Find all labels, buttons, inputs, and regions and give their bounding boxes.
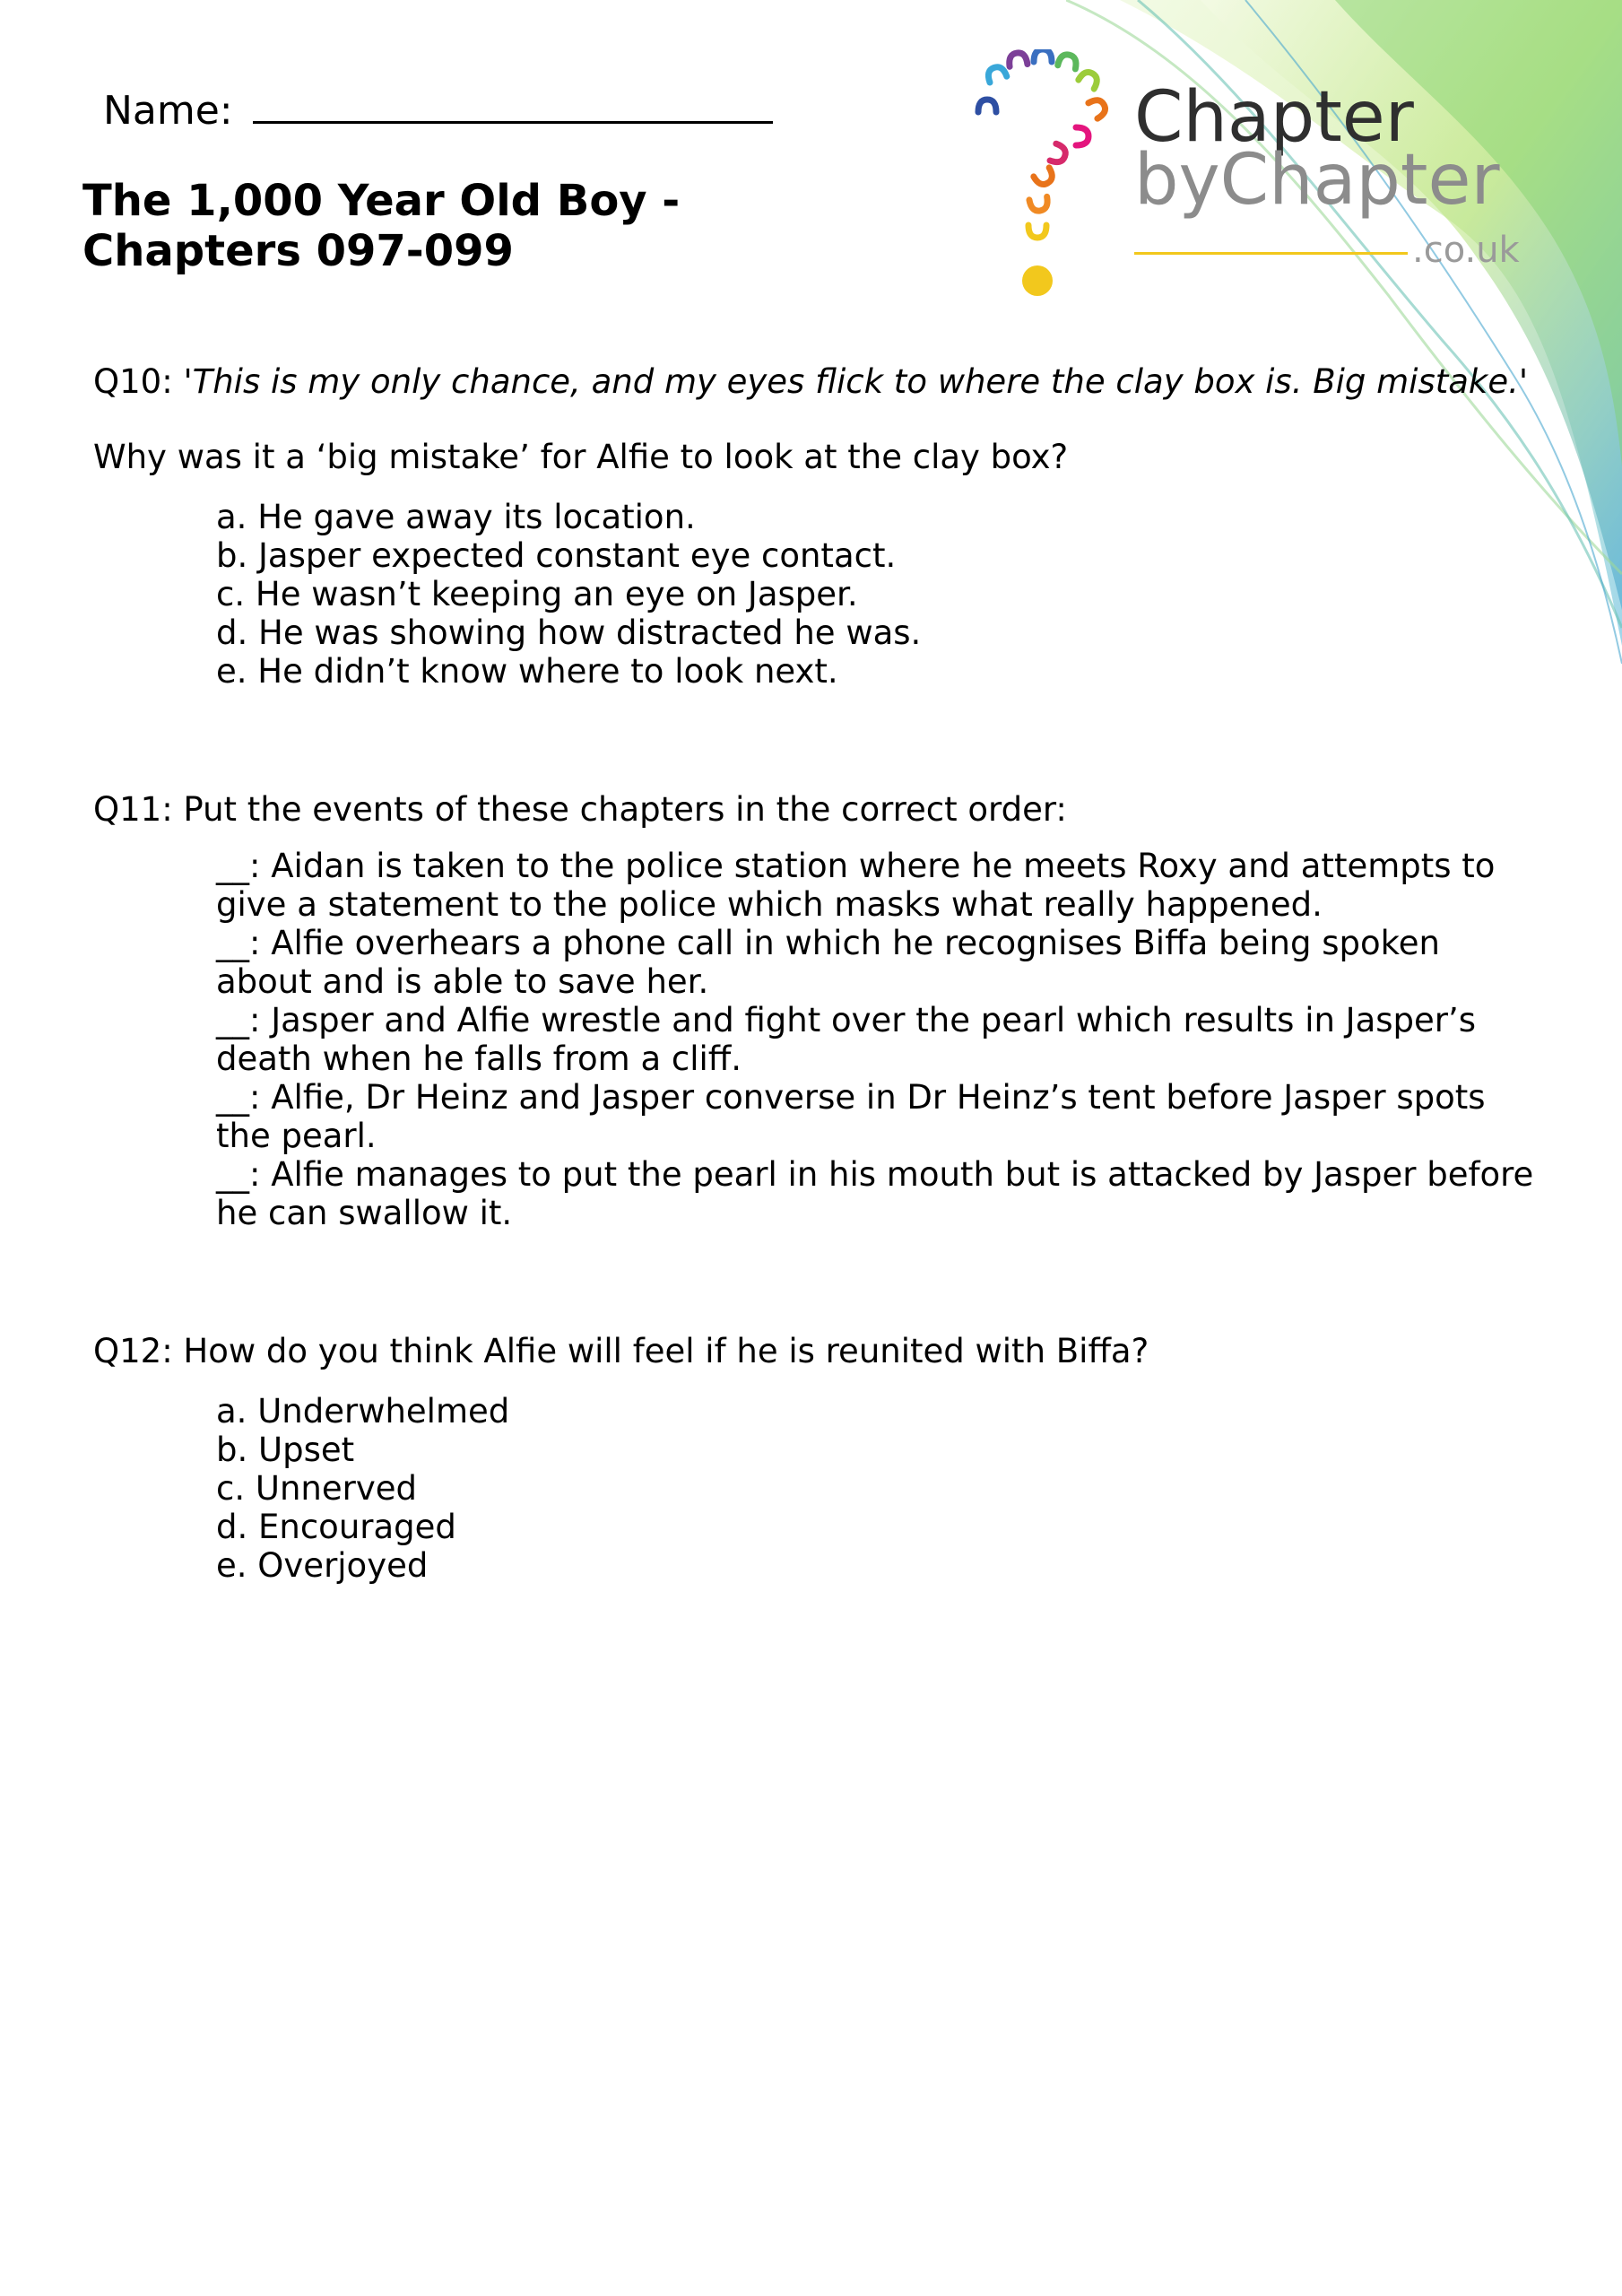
q12-option-e[interactable]: e. Overjoyed bbox=[216, 1546, 429, 1585]
q10-option-e[interactable]: e. He didn’t know where to look next. bbox=[216, 652, 838, 691]
logo-line-2b: Chapter bbox=[1219, 140, 1500, 221]
name-label: Name: bbox=[103, 88, 233, 134]
name-blank-line[interactable] bbox=[253, 89, 773, 124]
logo-line-1: Chapter bbox=[1134, 77, 1414, 158]
q11-event-2[interactable]: __: Alfie overhears a phone call in which he recognises Biffa being spoken about and is able to save her. bbox=[216, 924, 1440, 1001]
logo-tld: .co.uk bbox=[1412, 230, 1520, 271]
name-field bbox=[103, 88, 773, 134]
chapter-by-chapter-logo bbox=[1134, 77, 1520, 271]
q10-question: Why was it a ‘big mistake’ for Alfie to look at the clay box? bbox=[93, 438, 1069, 476]
title-line-2: Chapters 097-099 bbox=[82, 226, 514, 276]
q12-option-c[interactable]: c. Unnerved bbox=[216, 1469, 417, 1508]
q11-event-1[interactable]: __: Aidan is taken to the police station where he meets Roxy and attempts to give a statement to the police which masks what really happened. bbox=[216, 847, 1496, 924]
logo-underline bbox=[1134, 252, 1408, 255]
q11-question: Q11: Put the events of these chapters in the correct order: bbox=[93, 790, 1067, 829]
worksheet-title bbox=[82, 176, 680, 276]
q12-question: Q12: How do you think Alfie will feel if he is reunited with Biffa? bbox=[93, 1332, 1149, 1370]
worksheet-content bbox=[93, 361, 1564, 1585]
q10-quote: 'This is my only chance, and my eyes flick to where the clay box is. Big mistake.' bbox=[183, 362, 1529, 401]
q10-option-d[interactable]: d. He was showing how distracted he was. bbox=[216, 613, 922, 652]
q12-option-b[interactable]: b. Upset bbox=[216, 1431, 355, 1469]
title-line-1: The 1,000 Year Old Boy - bbox=[82, 176, 681, 226]
q12-options bbox=[216, 1392, 1564, 1585]
logo-line-2a: by bbox=[1134, 140, 1220, 221]
q12-option-d[interactable]: d. Encouraged bbox=[216, 1508, 456, 1546]
q12-option-a[interactable]: a. Underwhelmed bbox=[216, 1392, 510, 1431]
book-question-mark-icon bbox=[964, 49, 1125, 309]
q10-prefix: Q10: bbox=[93, 362, 184, 401]
q11-event-3[interactable]: __: Jasper and Alfie wrestle and fight over the pearl which results in Jasper’s death when he falls from a cliff. bbox=[216, 1001, 1477, 1078]
q11-events bbox=[216, 847, 1543, 1232]
q10-option-b[interactable]: b. Jasper expected constant eye contact. bbox=[216, 536, 897, 575]
q10-option-a[interactable]: a. He gave away its location. bbox=[216, 498, 696, 536]
q11-event-4[interactable]: __: Alfie, Dr Heinz and Jasper converse in Dr Heinz’s tent before Jasper spots the pearl. bbox=[216, 1078, 1486, 1155]
q11-event-5[interactable]: __: Alfie manages to put the pearl in his mouth but is attacked by Jasper before he can swallow it. bbox=[216, 1155, 1534, 1232]
q10-option-c[interactable]: c. He wasn’t keeping an eye on Jasper. bbox=[216, 575, 858, 613]
q10-options bbox=[216, 498, 1564, 691]
q10-quote-line bbox=[93, 361, 1564, 403]
